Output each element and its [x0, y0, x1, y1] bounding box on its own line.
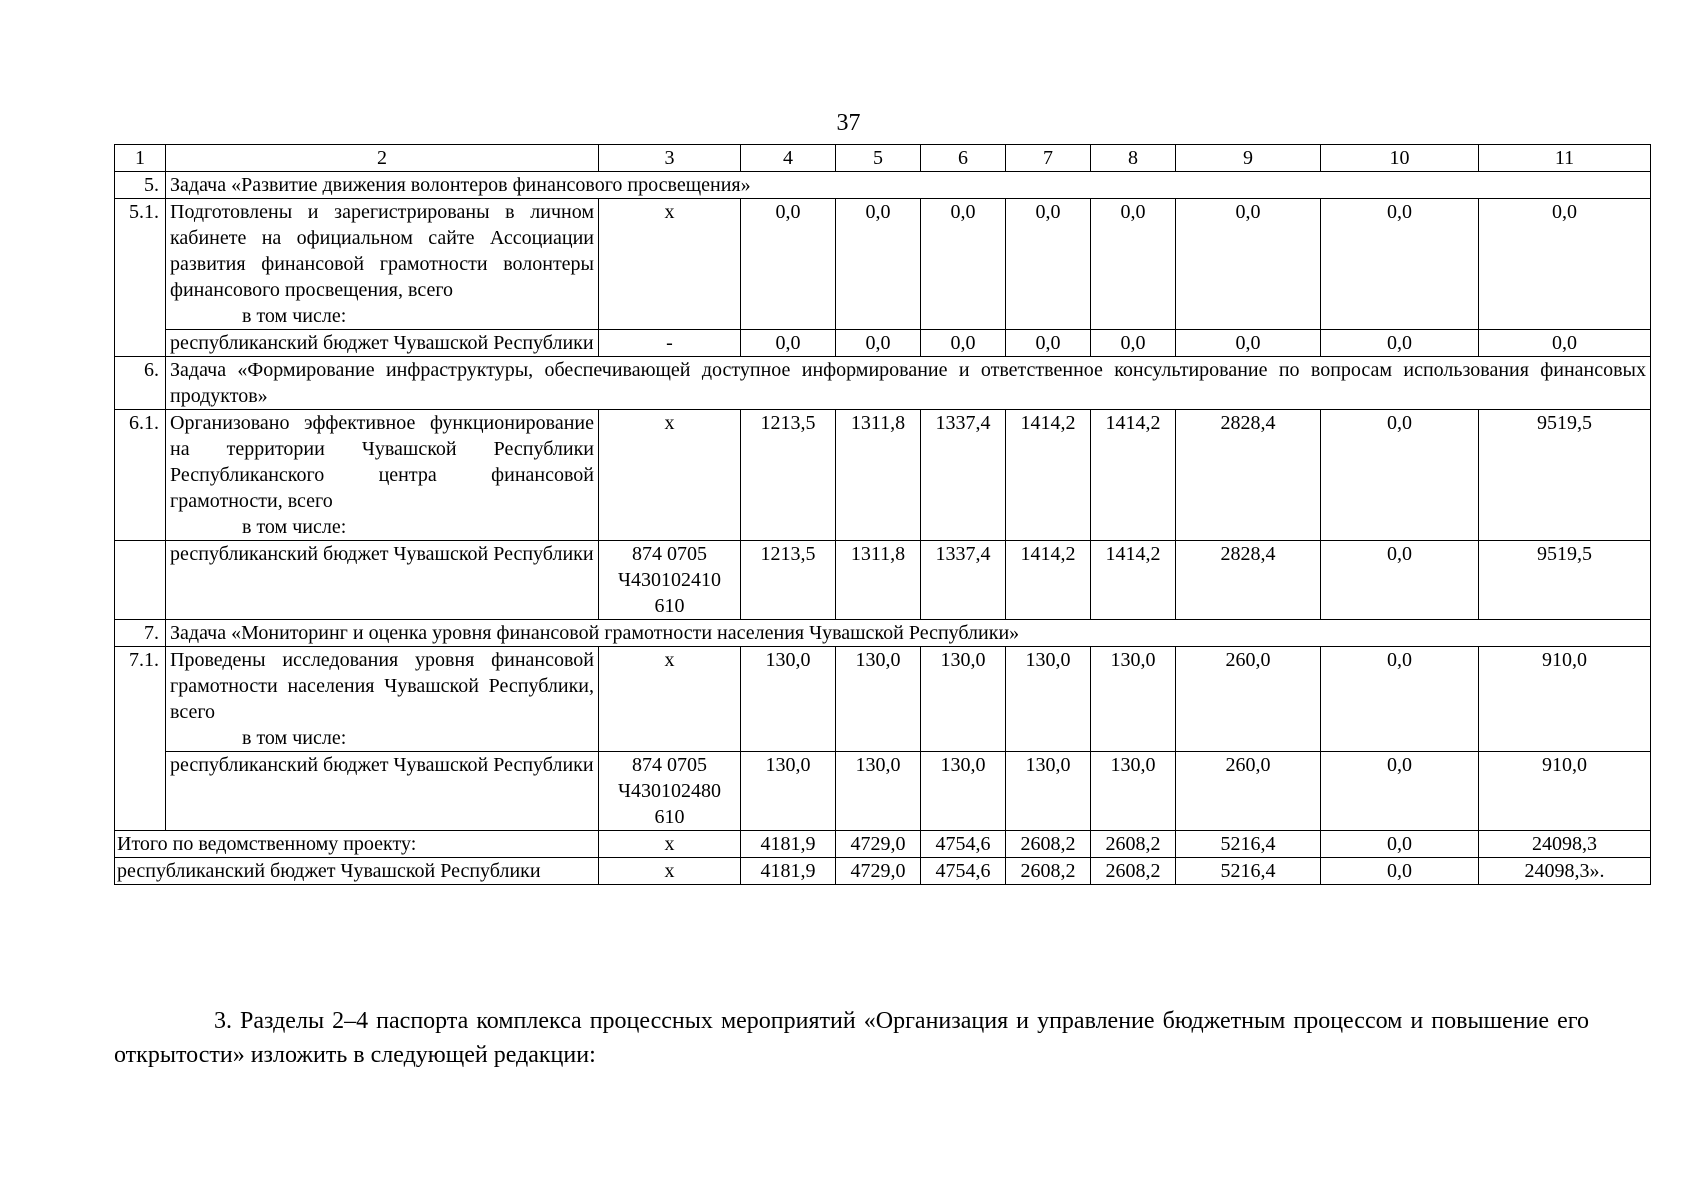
value-cell: 9519,5 [1479, 410, 1651, 541]
sub-label: в том числе: [242, 727, 347, 749]
value-cell: 260,0 [1176, 647, 1321, 752]
item-row [115, 199, 1651, 330]
total-budget-label: республиканский бюджет Чувашской Республики [115, 858, 599, 885]
header-cell: 7 [1006, 145, 1091, 172]
value-cell: 130,0 [836, 647, 921, 752]
value-cell: 0,0 [741, 330, 836, 357]
value-cell: 2828,4 [1176, 410, 1321, 541]
value-cell: 0,0 [836, 330, 921, 357]
value-cell: 0,0 [1091, 330, 1176, 357]
total-budget-row [115, 858, 1651, 885]
value-cell: 0,0 [921, 330, 1006, 357]
value-cell: 0,0 [1091, 199, 1176, 330]
header-cell: 2 [166, 145, 599, 172]
header-cell: 9 [1176, 145, 1321, 172]
total-value: 4729,0 [836, 831, 921, 858]
item-text: Подготовлены и зарегистрированы в личном кабинете на официальном сайте Ассоциации развития финансовой грамотности волонтеры финансового просвещения, всего [170, 201, 594, 301]
value-cell: 1311,8 [836, 541, 921, 620]
value-cell: 910,0 [1479, 752, 1651, 831]
budget-code: х [599, 647, 741, 752]
value-cell: 1213,5 [741, 541, 836, 620]
total-budget-value: 4729,0 [836, 858, 921, 885]
total-value: 24098,3 [1479, 831, 1651, 858]
value-cell: 0,0 [1321, 541, 1479, 620]
item-row [115, 410, 1651, 541]
value-cell: 1337,4 [921, 410, 1006, 541]
budget-description: республиканский бюджет Чувашской Республики [166, 541, 599, 620]
item-description [166, 410, 599, 541]
value-cell: 1337,4 [921, 541, 1006, 620]
item-text: Проведены исследования уровня финансовой грамотности населения Чувашской Республики, всего [170, 649, 594, 723]
amendment-paragraph: 3. Разделы 2–4 паспорта комплекса процессных мероприятий «Организация и управление бюджетным процессом и повышение его открытости» изложить в следующей редакции: [114, 1008, 1589, 1068]
item-number: 5.1. [115, 199, 166, 357]
task-row [115, 620, 1651, 647]
budget-row [115, 752, 1651, 831]
value-cell: 260,0 [1176, 752, 1321, 831]
budget-code: х [599, 410, 741, 541]
item-description [166, 647, 599, 752]
budget-code [599, 541, 741, 620]
value-cell: 130,0 [1091, 752, 1176, 831]
total-value: 4181,9 [741, 831, 836, 858]
value-cell: 0,0 [836, 199, 921, 330]
budget-code [599, 752, 741, 831]
value-cell: 0,0 [1321, 752, 1479, 831]
value-cell: 0,0 [921, 199, 1006, 330]
total-budget-code: х [599, 858, 741, 885]
value-cell: 0,0 [1321, 410, 1479, 541]
header-cell: 11 [1479, 145, 1651, 172]
empty-cell [115, 541, 166, 620]
value-cell: 130,0 [741, 647, 836, 752]
value-cell: 1414,2 [1006, 541, 1091, 620]
item-number: 7.1. [115, 647, 166, 831]
total-budget-value: 4181,9 [741, 858, 836, 885]
total-budget-value: 4754,6 [921, 858, 1006, 885]
header-cell: 6 [921, 145, 1006, 172]
header-cell: 4 [741, 145, 836, 172]
budget-table [114, 144, 1651, 885]
value-cell: 0,0 [1321, 330, 1479, 357]
item-number: 6.1. [115, 410, 166, 541]
page-number: 37 [836, 110, 861, 136]
header-row [115, 145, 1651, 172]
task-title: Задача «Мониторинг и оценка уровня финансовой грамотности населения Чувашской Республики» [166, 620, 1651, 647]
value-cell: 130,0 [1006, 752, 1091, 831]
value-cell: 130,0 [1006, 647, 1091, 752]
value-cell: 9519,5 [1479, 541, 1651, 620]
budget-code: - [599, 330, 741, 357]
sub-label: в том числе: [242, 305, 347, 327]
item-text: Организовано эффективное функционирование на территории Чувашской Республики Республиканского центра финансовой грамотности, всего [170, 412, 594, 512]
budget-code: х [599, 199, 741, 330]
total-label: Итого по ведомственному проекту: [115, 831, 599, 858]
total-value: 5216,4 [1176, 831, 1321, 858]
task-title: Задача «Развитие движения волонтеров финансового просвещения» [166, 172, 1651, 199]
total-row [115, 831, 1651, 858]
value-cell: 2828,4 [1176, 541, 1321, 620]
value-cell: 1414,2 [1091, 410, 1176, 541]
value-cell: 130,0 [741, 752, 836, 831]
value-cell: 130,0 [921, 752, 1006, 831]
value-cell: 0,0 [1006, 199, 1091, 330]
code-line: 610 [654, 595, 685, 617]
task-row [115, 172, 1651, 199]
header-cell: 8 [1091, 145, 1176, 172]
total-budget-value: 5216,4 [1176, 858, 1321, 885]
value-cell: 1414,2 [1006, 410, 1091, 541]
task-number: 5. [115, 172, 166, 199]
task-number: 7. [115, 620, 166, 647]
value-cell: 1213,5 [741, 410, 836, 541]
item-description [166, 199, 599, 330]
value-cell: 1311,8 [836, 410, 921, 541]
total-value: 0,0 [1321, 831, 1479, 858]
value-cell: 0,0 [1321, 647, 1479, 752]
code-line: 874 0705 [632, 543, 707, 565]
total-budget-value: 24098,3». [1479, 858, 1651, 885]
total-budget-value: 0,0 [1321, 858, 1479, 885]
total-code: х [599, 831, 741, 858]
header-cell: 1 [115, 145, 166, 172]
code-line: 610 [654, 806, 685, 828]
item-row [115, 647, 1651, 752]
sub-label: в том числе: [242, 516, 347, 538]
total-value: 2608,2 [1091, 831, 1176, 858]
value-cell: 1414,2 [1091, 541, 1176, 620]
total-budget-value: 2608,2 [1091, 858, 1176, 885]
budget-row [115, 330, 1651, 357]
value-cell: 0,0 [1479, 330, 1651, 357]
total-budget-value: 2608,2 [1006, 858, 1091, 885]
value-cell: 130,0 [921, 647, 1006, 752]
total-value: 4754,6 [921, 831, 1006, 858]
value-cell: 0,0 [1479, 199, 1651, 330]
value-cell: 0,0 [741, 199, 836, 330]
value-cell: 0,0 [1321, 199, 1479, 330]
value-cell: 0,0 [1176, 330, 1321, 357]
budget-row [115, 541, 1651, 620]
task-number: 6. [115, 357, 166, 410]
header-cell: 5 [836, 145, 921, 172]
budget-description: республиканский бюджет Чувашской Республики [166, 752, 599, 831]
budget-description: республиканский бюджет Чувашской Республики [166, 330, 599, 357]
code-line: 874 0705 [632, 754, 707, 776]
header-cell: 3 [599, 145, 741, 172]
value-cell: 0,0 [1006, 330, 1091, 357]
task-title: Задача «Формирование инфраструктуры, обеспечивающей доступное информирование и ответственное консультирование по вопросам использования финансовых продуктов» [166, 357, 1651, 410]
value-cell: 910,0 [1479, 647, 1651, 752]
code-line: Ч430102410 [618, 569, 721, 591]
value-cell: 130,0 [1091, 647, 1176, 752]
code-line: Ч430102480 [618, 780, 721, 802]
header-cell: 10 [1321, 145, 1479, 172]
value-cell: 130,0 [836, 752, 921, 831]
value-cell: 0,0 [1176, 199, 1321, 330]
task-row [115, 357, 1651, 410]
total-value: 2608,2 [1006, 831, 1091, 858]
